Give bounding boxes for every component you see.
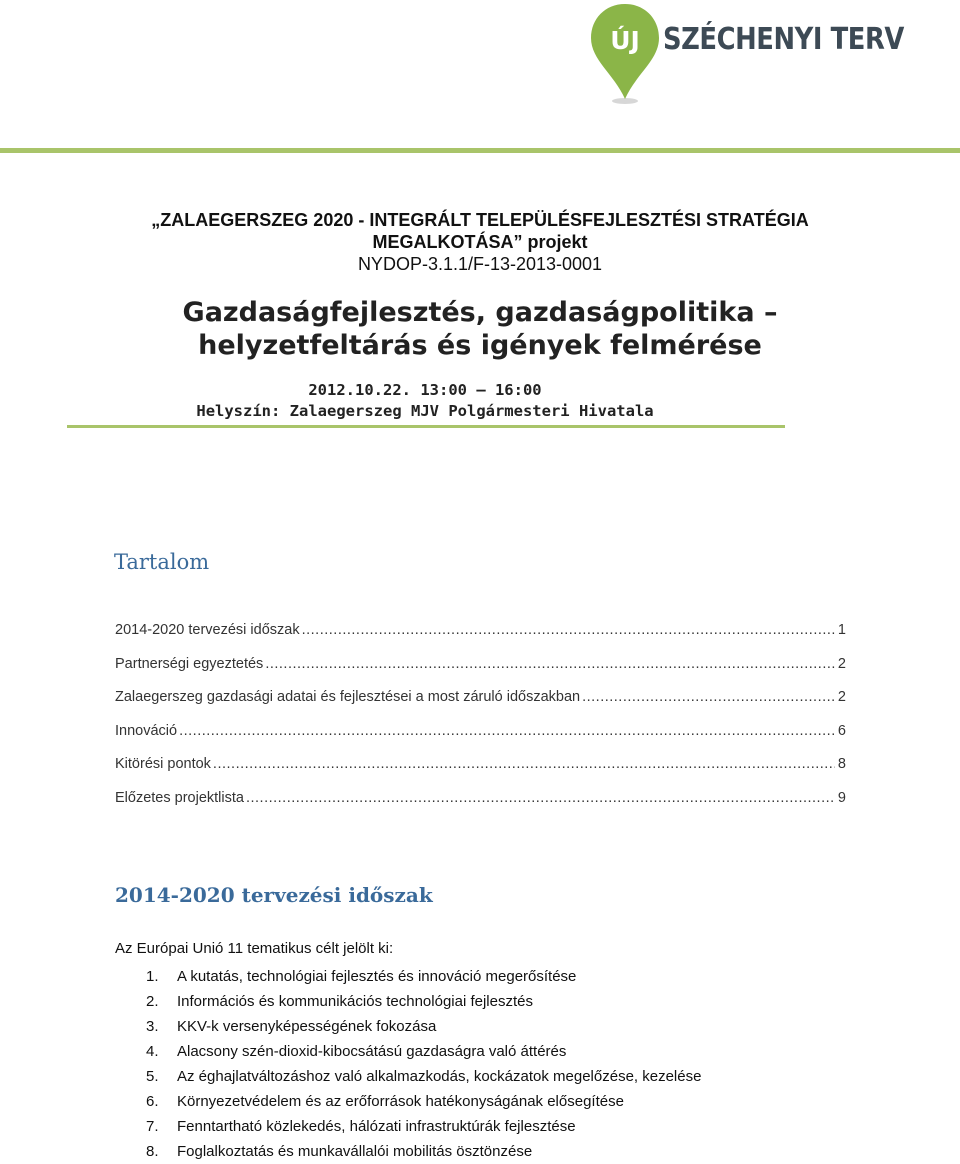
toc-entry[interactable] — [115, 656, 846, 690]
map-pin-logo-icon — [588, 2, 662, 106]
project-title — [60, 209, 900, 276]
list-item — [115, 1114, 701, 1139]
project-title-line-2: MEGALKOTÁSA” projekt — [372, 232, 588, 252]
toc-entry-page: 8 — [837, 756, 846, 773]
toc-dot-leader — [302, 622, 835, 638]
toc-heading: Tartalom — [114, 550, 210, 574]
document-subtitle — [60, 296, 900, 362]
toc-entry-page: 6 — [837, 722, 846, 739]
toc-dot-leader — [246, 790, 835, 806]
toc-dot-leader — [582, 689, 835, 705]
toc-entry-label: Partnerségi egyeztetés — [115, 655, 264, 672]
list-item-text: Az éghajlatváltozáshoz való alkalmazkodás, kockázatok megelőzése, kezelése — [177, 1068, 702, 1085]
toc-entry-label: 2014-2020 tervezési időszak — [115, 622, 300, 638]
project-code: NYDOP-3.1.1/F-13-2013-0001 — [357, 254, 603, 274]
list-item-text: Környezetvédelem és az erőforrások hatékonyságának elősegítése — [177, 1093, 624, 1110]
list-item-text: Fenntartható közlekedés, hálózati infrastruktúrák fejlesztése — [177, 1118, 576, 1135]
list-item-text: KKV-k versenyképességének fokozása — [177, 1018, 437, 1035]
meeting-info — [0, 380, 850, 422]
list-item-number: 6. — [146, 1093, 159, 1110]
toc-entry-page: 1 — [837, 622, 846, 638]
toc-entry-page: 9 — [837, 789, 846, 806]
list-item-number: 8. — [146, 1143, 159, 1160]
toc-entry-label: Innováció — [115, 722, 178, 739]
list-item — [115, 1139, 701, 1164]
toc-dot-leader — [213, 756, 835, 772]
list-item — [115, 1014, 701, 1039]
subtitle-line-2: helyzetfeltárás és igények felmérése — [198, 330, 762, 361]
table-of-contents — [115, 622, 846, 824]
list-item-text: Információs és kommunikációs technológiai fejlesztés — [177, 993, 533, 1010]
logo-mark-text: ÚJ — [610, 26, 640, 55]
meeting-datetime: 2012.10.22. 13:00 – 16:00 — [308, 381, 542, 399]
list-item-number: 5. — [146, 1068, 159, 1085]
list-item-number: 3. — [146, 1018, 159, 1035]
toc-entry[interactable] — [115, 622, 846, 656]
title-divider — [67, 425, 785, 428]
thematic-goals-list — [115, 964, 701, 1164]
toc-dot-leader — [179, 723, 835, 739]
list-item-number: 2. — [146, 993, 159, 1010]
toc-entry-page: 2 — [837, 655, 846, 672]
toc-entry-label: Zalaegerszeg gazdasági adatai és fejlesztései a most záruló időszakban — [115, 689, 581, 706]
list-item — [115, 1089, 701, 1114]
toc-dot-leader — [265, 656, 835, 672]
list-item-text: A kutatás, technológiai fejlesztés és innováció megerősítése — [177, 968, 577, 985]
toc-entry[interactable] — [115, 689, 846, 723]
logo-name-text: SZÉCHENYI TERV — [663, 22, 904, 57]
list-item — [115, 964, 701, 989]
project-title-line-1: „ZALAEGERSZEG 2020 - INTEGRÁLT TELEPÜLÉSFEJLESZTÉSI STRATÉGIA — [151, 210, 809, 230]
list-item-number: 4. — [146, 1043, 159, 1060]
list-item-text: Foglalkoztatás és munkavállalói mobilitás ösztönzése — [177, 1143, 533, 1160]
toc-entry[interactable] — [115, 756, 846, 790]
toc-entry[interactable] — [115, 790, 846, 824]
toc-entry[interactable] — [115, 723, 846, 757]
meeting-location: Helyszín: Zalaegerszeg MJV Polgármesteri Hivatala — [196, 402, 654, 420]
list-item — [115, 1064, 701, 1089]
list-item — [115, 1039, 701, 1064]
toc-entry-page: 2 — [837, 689, 846, 706]
list-item-number: 7. — [146, 1118, 159, 1135]
header-divider — [0, 148, 960, 153]
toc-entry-label: Előzetes projektlista — [115, 789, 244, 806]
section-heading: 2014-2020 tervezési időszak — [115, 883, 433, 907]
section-intro: Az Európai Unió 11 tematikus célt jelölt ki: — [115, 940, 394, 957]
uj-szechenyi-terv-logo — [588, 2, 918, 108]
subtitle-line-1: Gazdaságfejlesztés, gazdaságpolitika – — [182, 297, 778, 328]
list-item-text: Alacsony szén-dioxid-kibocsátású gazdaságra való áttérés — [177, 1043, 567, 1060]
toc-entry-label: Kitörési pontok — [115, 756, 211, 773]
list-item-number: 1. — [146, 968, 159, 985]
list-item — [115, 989, 701, 1014]
